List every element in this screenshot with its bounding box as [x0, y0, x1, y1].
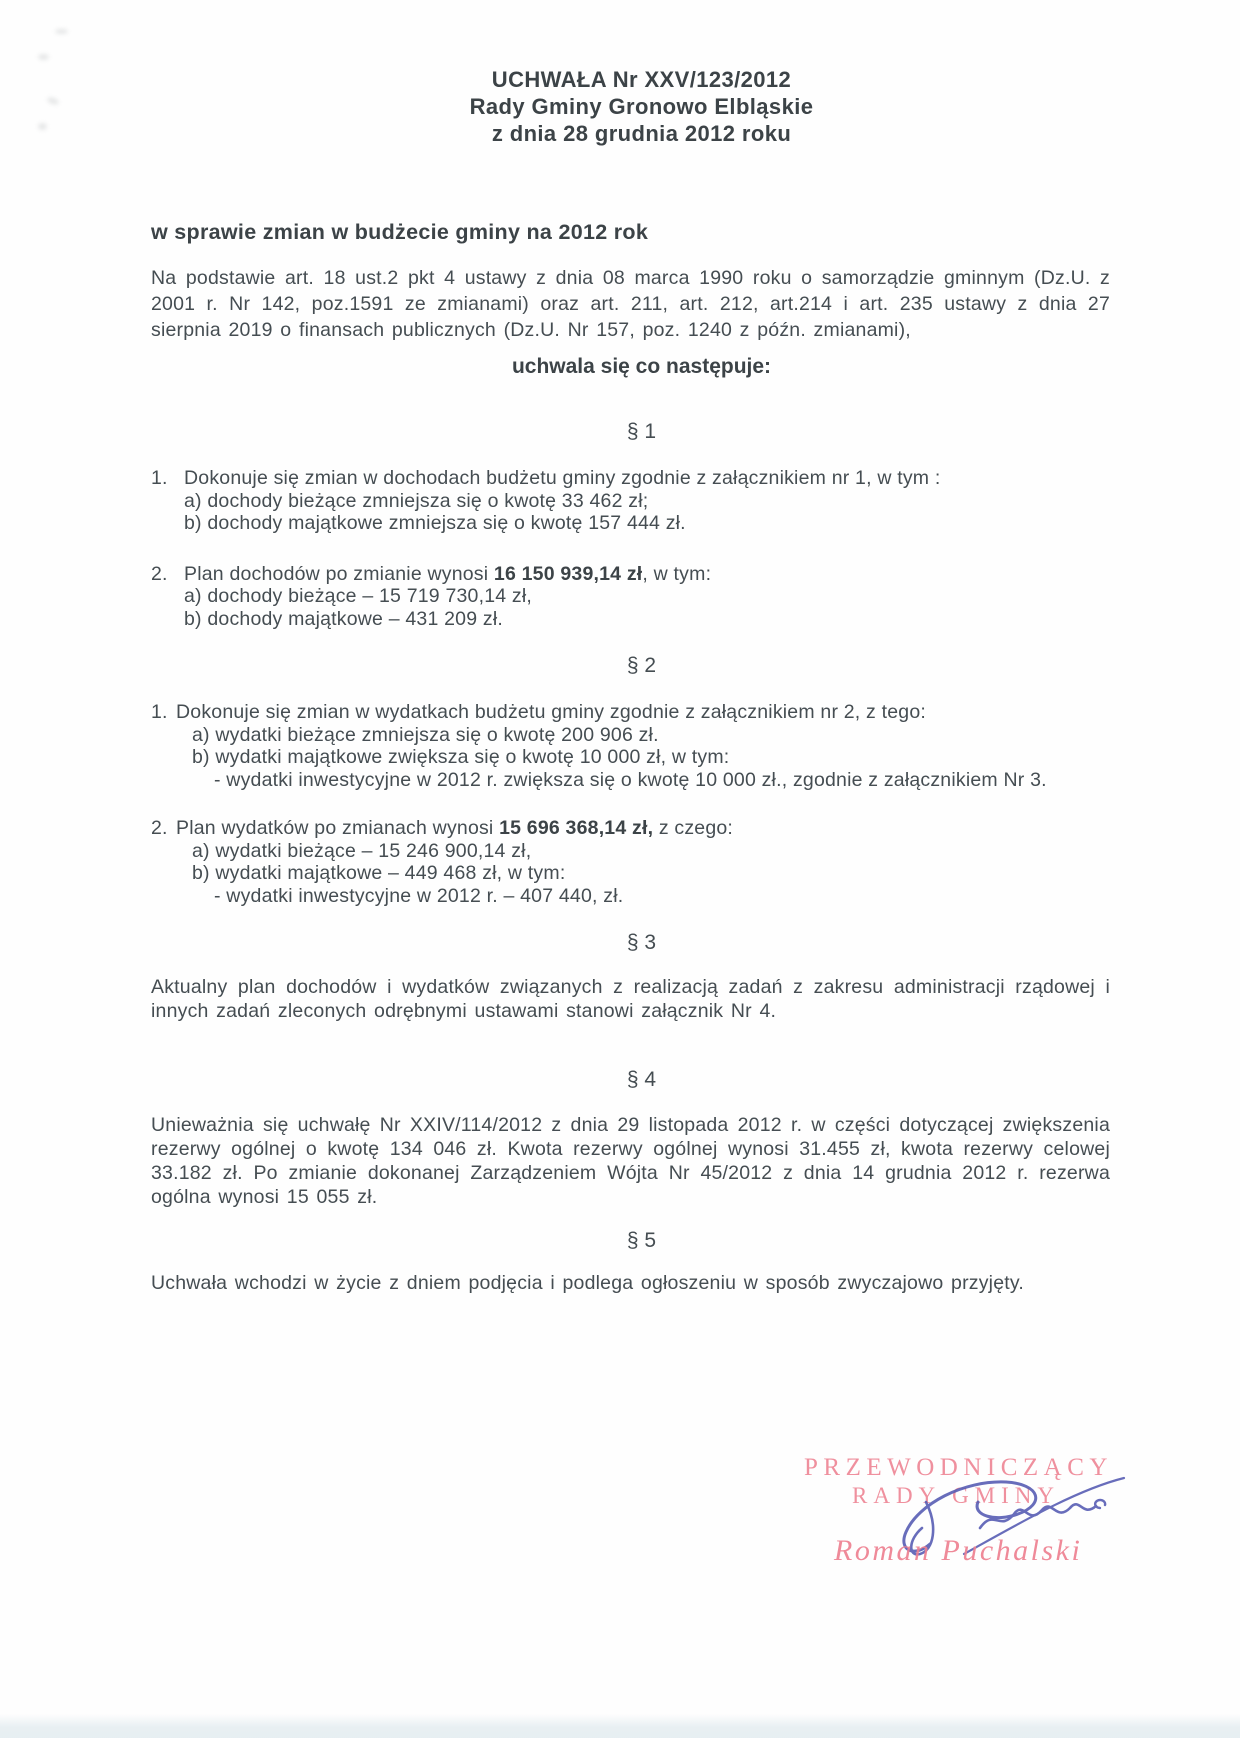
- subitem-b: b) wydatki majątkowe – 449 468 zł, w tym:: [192, 862, 566, 884]
- scan-smudge: [46, 96, 59, 106]
- item-marker: 1.: [151, 701, 168, 723]
- item-body: [184, 467, 1110, 535]
- enacting-formula: uchwala się co następuje:: [511, 355, 772, 378]
- section-4-paragraph: Unieważnia się uchwałę Nr XXIV/114/2012 z dnia 29 listopada 2012 r. w części dotyczącej zwiększenia rezerwy ogólnej o kwotę 134 046 zł. Kwota rezerwy ogólnej wynosi 31.455 zł, kwota rezerwy celowej 33.182 zł. Po zmianie dokonanej Zarządzeniem Wójta Nr 45/2012 z dnia 14 grudnia 2012 r. rezerwa ogólna wynosi 15 055 zł.: [151, 1114, 1110, 1208]
- item-marker: 2.: [151, 562, 168, 585]
- stamp-body-line: RADY GMINY: [852, 1483, 1061, 1508]
- subitem-a: a) wydatki bieżące – 15 246 900,14 zł,: [192, 839, 532, 862]
- item-marker: 1.: [151, 467, 168, 489]
- scan-smudge: [55, 29, 68, 34]
- item-body: [184, 563, 1110, 631]
- scan-smudge: [38, 54, 49, 60]
- section-1-item-2: [151, 563, 1110, 631]
- subitem-a: a) dochody bieżące – 15 719 730,14 zł,: [184, 585, 533, 607]
- section-2-item-2: [151, 817, 1110, 907]
- section-3-mark: § 3: [626, 931, 657, 954]
- section-5-paragraph: Uchwała wchodzi w życie z dniem podjęcia i podlega ogłoszeniu w sposób zwyczajowo przyjęty.: [151, 1272, 1024, 1294]
- section-5-mark: § 5: [626, 1229, 657, 1252]
- section-2-mark: § 2: [626, 654, 657, 677]
- item-text: Dokonuje się zmian w wydatkach budżetu gminy zgodnie z załącznikiem nr 2, z tego:: [176, 701, 926, 723]
- subitem-a: a) dochody bieżące zmniejsza się o kwotę 33 462 zł;: [184, 489, 649, 512]
- signatory-name: Roman Puchalski: [834, 1534, 1083, 1567]
- text-suffix: z czego:: [653, 817, 734, 839]
- subitem-b: b) dochody majątkowe – 431 209 zł.: [184, 607, 503, 630]
- section-4-mark: § 4: [626, 1068, 657, 1091]
- subitem-b: b) wydatki majątkowe zwiększa się o kwotę 10 000 zł, w tym:: [192, 746, 730, 768]
- item-body: [176, 701, 1110, 791]
- stamp-title-line: PRZEWODNICZĄCY: [804, 1454, 1113, 1481]
- item-marker: 2.: [151, 817, 168, 839]
- subitem-dash: - wydatki inwestycyjne w 2012 r. zwiększa się o kwotę 10 000 zł., zgodnie z załącznikiem Nr 3.: [214, 768, 1047, 791]
- item-body: [176, 817, 1110, 907]
- section-3-paragraph: Aktualny plan dochodów i wydatków związanych z realizacją zadań z zakresu administracji rządowej i innych zadań zleconych odrębnymi ustawami stanowi załącznik Nr 4.: [151, 976, 1110, 1022]
- scan-bottom-edge: [0, 1714, 1240, 1738]
- subitem-dash: - wydatki inwestycyjne w 2012 r. – 407 440, zł.: [214, 884, 624, 907]
- item-text: Dokonuje się zmian w dochodach budżetu gminy zgodnie z załącznikiem nr 1, w tym :: [184, 467, 941, 489]
- scan-smudge: [38, 123, 47, 130]
- document-title: [162, 66, 1121, 147]
- title-line-date: z dnia 28 grudnia 2012 roku: [491, 121, 792, 146]
- subject-line: w sprawie zmian w budżecie gminy na 2012 rok: [151, 220, 649, 244]
- signature-block: [780, 1452, 1200, 1592]
- text-suffix: , w tym:: [642, 562, 712, 585]
- title-line-resolution-number: UCHWAŁA Nr XXV/123/2012: [491, 67, 792, 92]
- total-expense-amount: 15 696 368,14 zł,: [499, 817, 654, 839]
- text-prefix: Plan dochodów po zmianie wynosi: [184, 562, 494, 585]
- section-1-item-1: [151, 467, 1110, 535]
- subitem-b: b) dochody majątkowe zmniejsza się o kwotę 157 444 zł.: [184, 512, 686, 534]
- subitem-a: a) wydatki bieżące zmniejsza się o kwotę 200 906 zł.: [192, 723, 659, 746]
- total-income-amount: 16 150 939,14 zł: [493, 562, 643, 585]
- section-2-item-1: [151, 701, 1110, 791]
- item-text: [176, 817, 1110, 840]
- title-line-issuing-body: Rady Gminy Gronowo Elbląskie: [469, 94, 814, 119]
- document-content: [151, 66, 1110, 1296]
- section-1-mark: § 1: [626, 420, 657, 443]
- text-prefix: Plan wydatków po zmianach wynosi: [176, 817, 500, 839]
- legal-basis-paragraph: Na podstawie art. 18 ust.2 pkt 4 ustawy z dnia 08 marca 1990 roku o samorządzie gminnym (Dz.U. z 2001 r. Nr 142, poz.1591 ze zmianami) oraz art. 211, art. 212, art.214 i art. 235 ustawy z dnia 27 sierpnia 2019 o finansach publicznych (Dz.U. Nr 157, poz. 1240 z późn. zmianami),: [151, 267, 1110, 341]
- item-text: [184, 563, 1110, 586]
